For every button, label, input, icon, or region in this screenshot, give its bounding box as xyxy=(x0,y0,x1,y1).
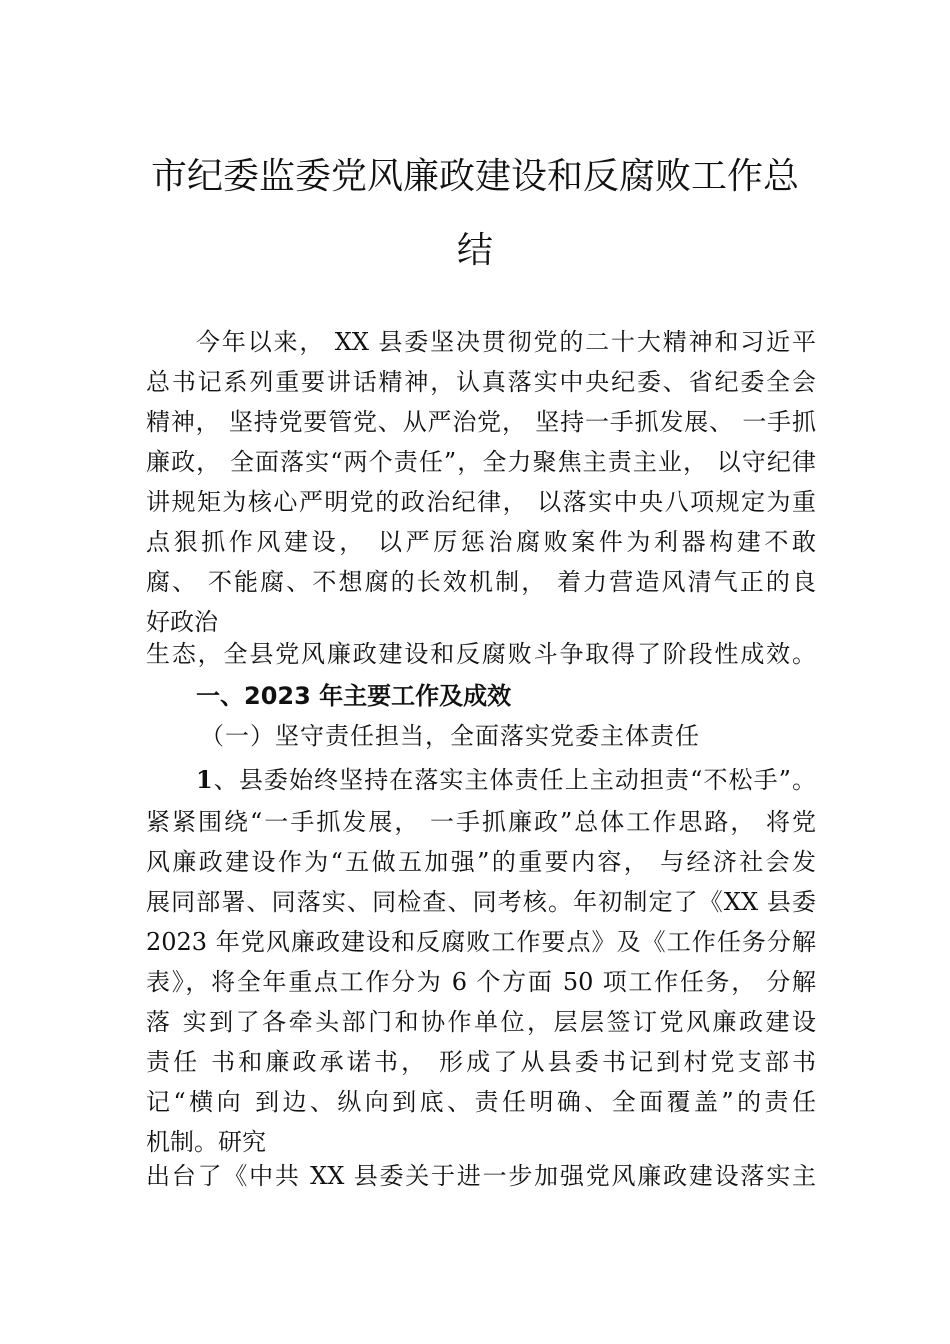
intro-line: 总书记系列重要讲话精神，认真落实中央纪委、省纪委全会 xyxy=(146,368,816,396)
intro-line: 讲规矩为核心严明党的政治纪律， 以落实中央八项规定为重 xyxy=(146,488,816,516)
body-line: 紧紧围绕“一手抓发展， 一手抓廉政”总体工作思路， 将党 xyxy=(146,808,816,836)
intro-line: 点狠抓作风建设， 以严厉惩治腐败案件为利器构建不敢 xyxy=(146,528,816,556)
intro-line: 腐、 不能腐、不想腐的长效机制， 着力营造风清气正的良 xyxy=(146,568,816,596)
body-line: 2023 年党风廉政建设和反腐败工作要点》及《工作任务分解 xyxy=(146,928,816,956)
intro-line: 今年以来， XX 县委坚决贯彻党的二十大精神和习近平 xyxy=(196,328,816,356)
item-number: 1 xyxy=(196,765,213,794)
document-title-line-2: 结 xyxy=(456,230,493,271)
intro-line: 好政治 xyxy=(146,608,218,636)
body-line: 责任 书和廉政承诺书， 形成了从县委书记到村党支部书 xyxy=(146,1048,816,1076)
intro-line: 廉政， 全面落实“两个责任”，全力聚焦主责主业， 以守纪律 xyxy=(146,448,816,476)
body-line: 落 实到了各牵头部门和协作单位，层层签订党风廉政建设 xyxy=(146,1008,816,1036)
item-lead-line xyxy=(196,760,816,800)
item-lead-text: 、县委始终坚持在落实主体责任上主动担责“不松手”。 xyxy=(212,766,816,794)
subsection-heading: （一）坚守责任担当，全面落实党委主体责任 xyxy=(200,722,700,750)
section-heading: 一、2023 年主要工作及成效 xyxy=(196,682,512,710)
body-line: 展同部署、同落实、同检查、同考核。年初制定了《XX 县委 xyxy=(146,888,816,916)
body-line: 机制。研究 xyxy=(146,1128,266,1156)
body-line: 出台了《中共 XX 县委关于进一步加强党风廉政建设落实主 xyxy=(146,1162,816,1190)
document-title-line-1: 市纪委监委党风廉政建设和反腐败工作总 xyxy=(150,156,799,197)
body-line: 记“横向 到边、纵向到底、责任明确、全面覆盖”的责任 xyxy=(146,1088,816,1116)
intro-line: 精神， 坚持党要管党、从严治党， 坚持一手抓发展、 一手抓 xyxy=(146,408,816,436)
intro-line: 生态，全县党风廉政建设和反腐败斗争取得了阶段性成效。 xyxy=(146,640,816,668)
body-line: 风廉政建设作为“五做五加强”的重要内容， 与经济社会发 xyxy=(146,848,816,876)
body-line: 表》，将全年重点工作分为 6 个方面 50 项工作任务， 分解 xyxy=(146,968,816,996)
